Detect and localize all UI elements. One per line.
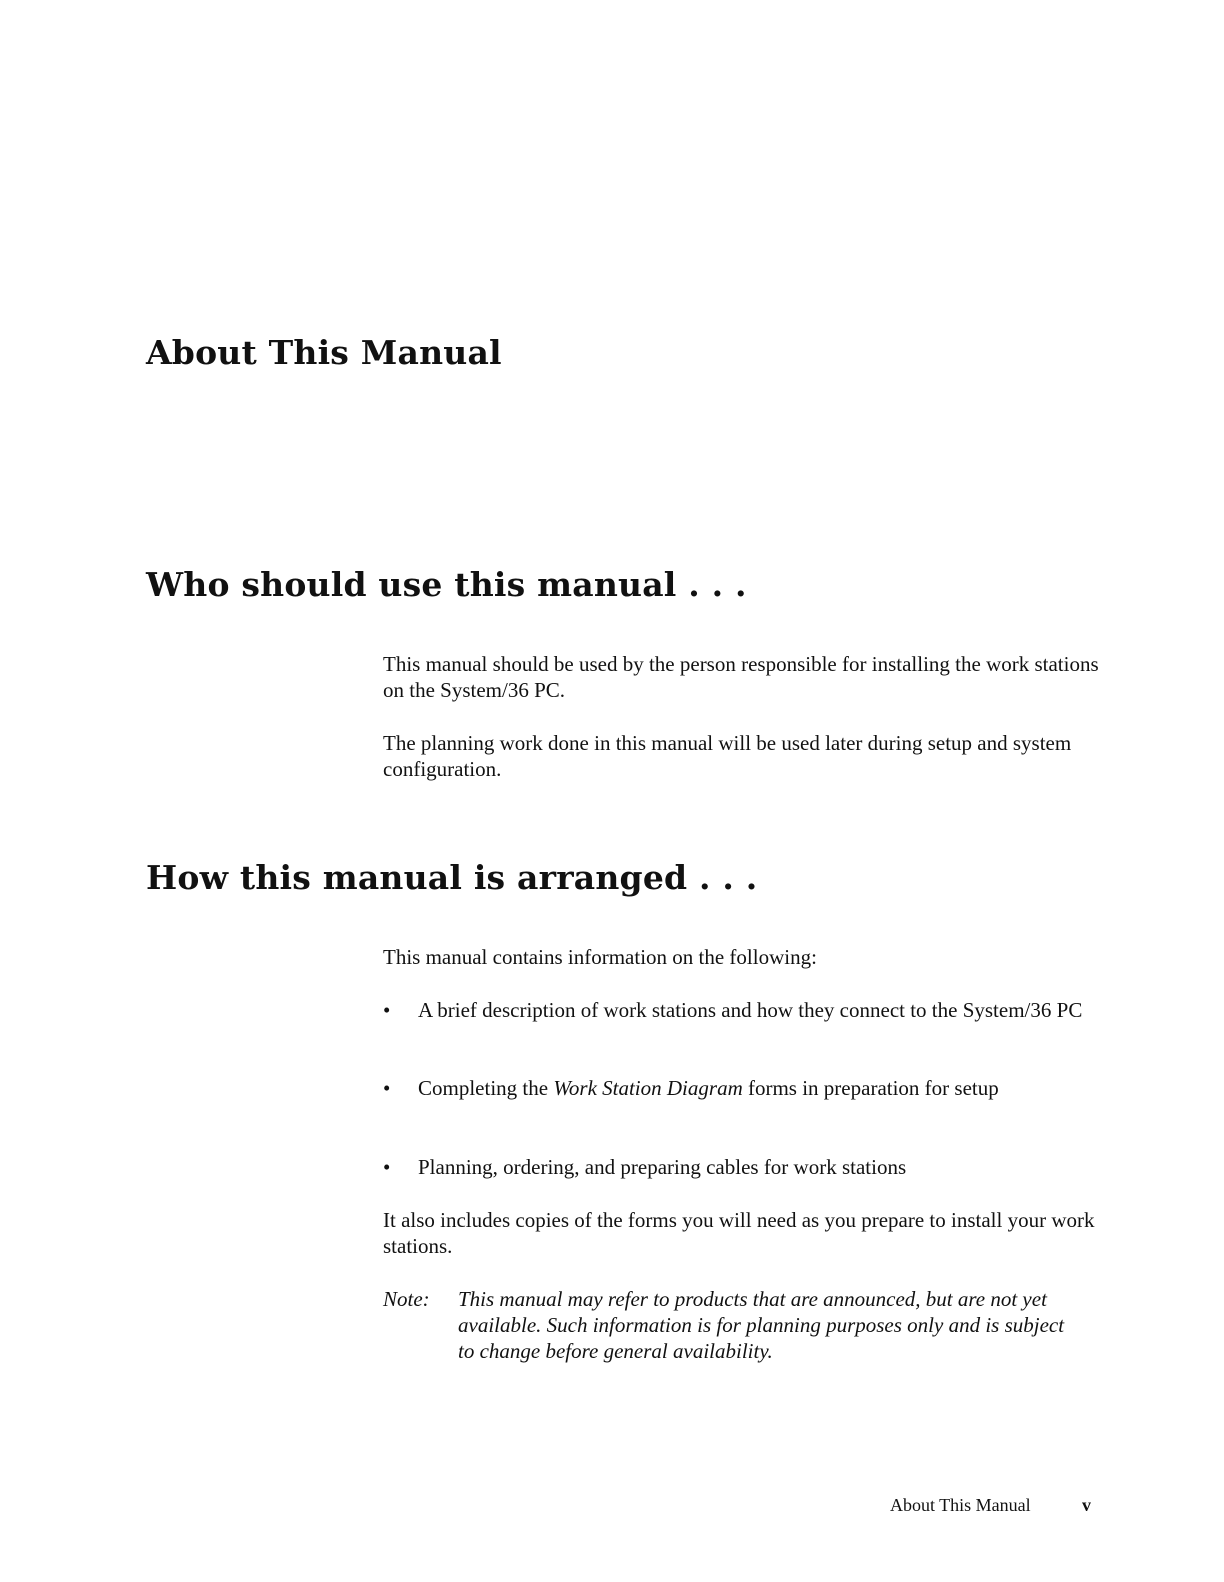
bullet-icon: • <box>383 1155 391 1179</box>
who-paragraph-2: The planning work done in this manual will be used later during setup and system configuration. <box>383 731 1072 781</box>
how-closing: It also includes copies of the forms you will need as you prepare to install your work stations. <box>383 1208 1095 1258</box>
form-name-emphasis: Work Station Diagram <box>553 1076 743 1100</box>
bullet-text-before: Completing the <box>418 1076 554 1100</box>
footer-title: About This Manual <box>890 1495 1031 1515</box>
how-intro: This manual contains information on the following: <box>383 945 817 969</box>
bullet-icon: • <box>383 1076 391 1100</box>
bullet-text: A brief description of work stations and how they connect to the System/36 PC <box>418 998 1083 1022</box>
section-heading-how: How this manual is arranged . . . <box>146 858 758 897</box>
bullet-text: Planning, ordering, and preparing cables for work stations <box>418 1155 907 1179</box>
note-text: This manual may refer to products that are announced, but are not yet available. Such information is for planning purposes only and is subject to change before general availability. <box>458 1287 1065 1363</box>
bullet-text <box>418 1075 1098 1101</box>
bullet-text-after: forms in preparation for setup <box>742 1076 999 1100</box>
page-title: About This Manual <box>146 333 502 372</box>
bullet-icon: • <box>383 998 391 1022</box>
who-paragraph-1: This manual should be used by the person responsible for installing the work stations on the System/36 PC. <box>383 652 1099 702</box>
note-label: Note: <box>383 1287 430 1311</box>
page-number: v <box>1082 1495 1091 1515</box>
section-heading-who: Who should use this manual . . . <box>146 565 747 604</box>
